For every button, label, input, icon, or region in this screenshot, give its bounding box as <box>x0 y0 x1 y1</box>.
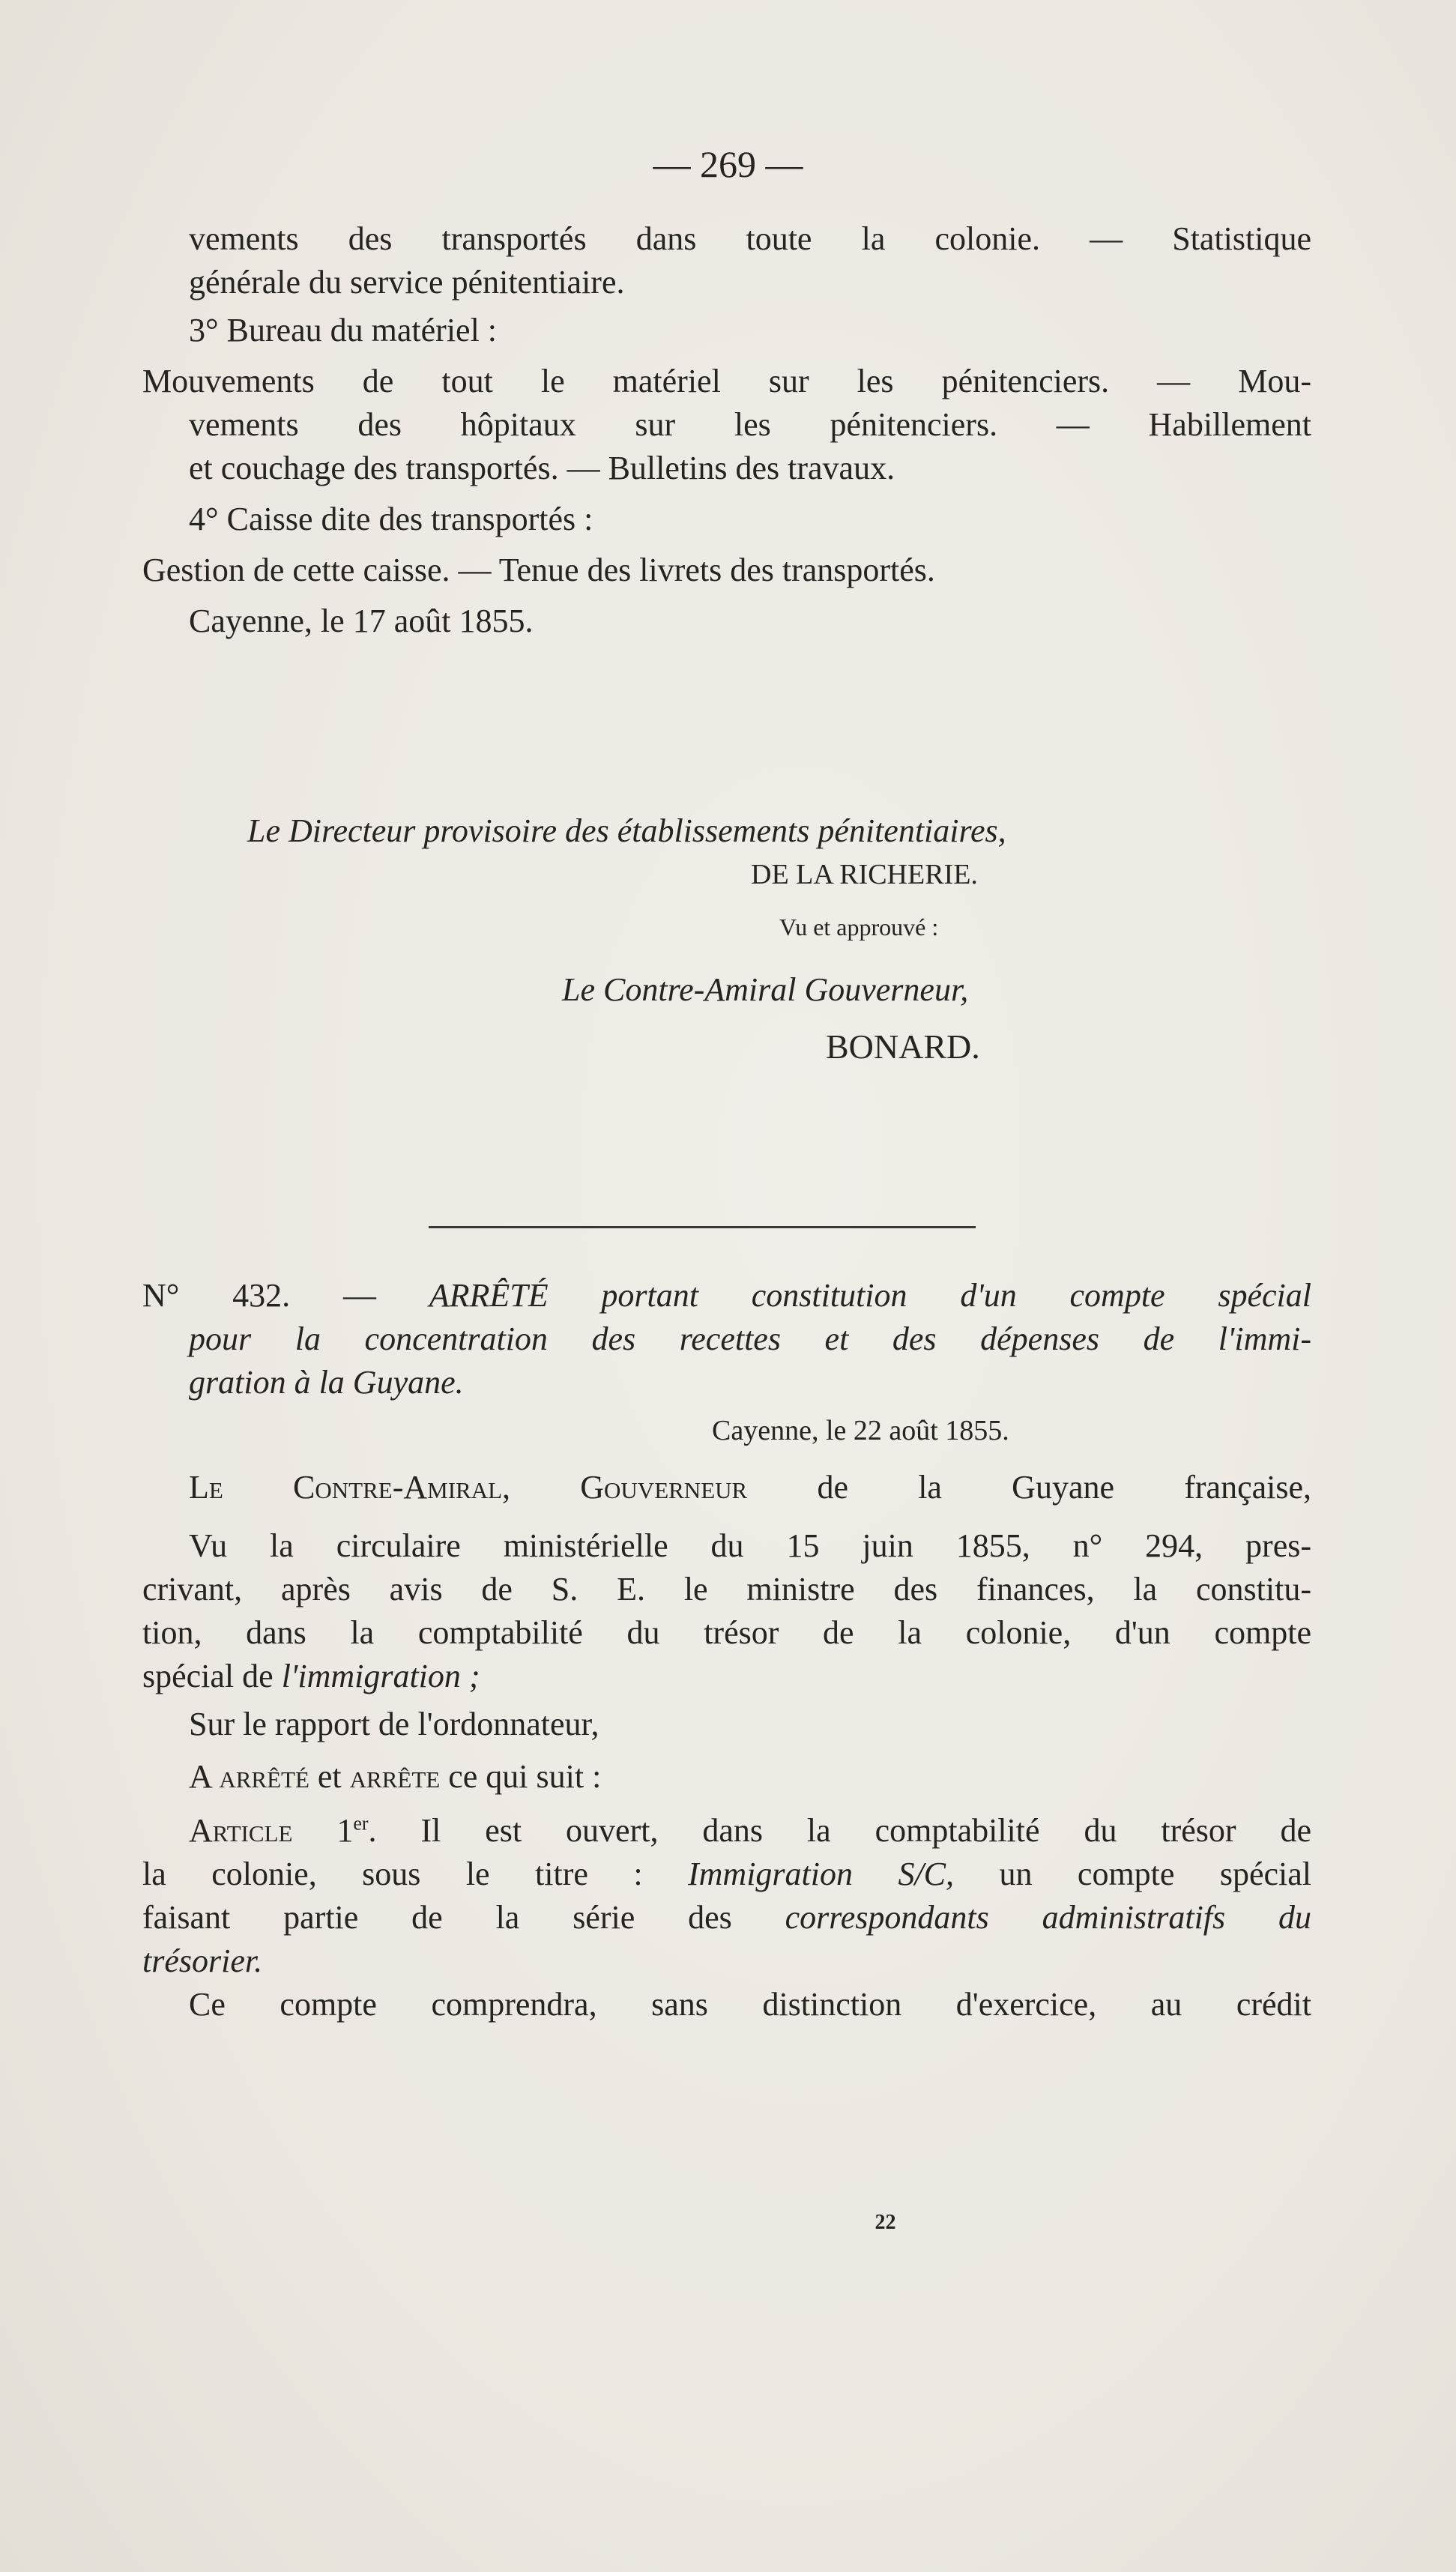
governor-title: Le Contre-Amiral Gouverneur, <box>562 971 969 1008</box>
governor-name: BONARD. <box>826 1027 980 1066</box>
text-fragment: spécial de <box>142 1658 274 1694</box>
text-line: Mouvements de tout le matériel sur les pénitenciers. — Mou- <box>142 363 1311 399</box>
approved-note: Vu et approuvé : <box>779 914 939 941</box>
text-fragment: arrête <box>349 1758 441 1795</box>
enacting-clause <box>142 1755 1311 1799</box>
text-line: trésorier. <box>142 1942 263 1979</box>
director-name: DE LA RICHERIE. <box>751 859 978 890</box>
page-number: — 269 — <box>653 143 803 185</box>
decree-432 <box>142 1274 1311 2026</box>
text-fragment: A arrêté <box>189 1758 309 1795</box>
bureau-heading: 3° Bureau du matériel : <box>189 312 498 348</box>
text-line: et couchage des transportés. — Bulletins des travaux. <box>189 450 895 486</box>
text-fragment: ce qui suit : <box>448 1758 602 1795</box>
text-line: vements des hôpitaux sur les pénitenciers. — Habillement <box>189 406 1311 443</box>
previous-decree-continuation <box>142 217 1311 643</box>
decree-title-line: pour la concentration des recettes et des dépenses de l'immi- <box>189 1320 1311 1357</box>
text-line: Gestion de cette caisse. — Tenue des livrets des transportés. <box>142 552 935 588</box>
text-line: tion, dans la comptabilité du trésor de la colonie, d'un compte <box>142 1614 1311 1651</box>
signature-mark: 22 <box>874 2211 896 2234</box>
text-fragment: correspondants administratifs du <box>785 1899 1312 1936</box>
signature-block <box>142 809 1311 1069</box>
text-fragment: un compte spécial <box>999 1856 1312 1892</box>
issuer-line <box>142 1466 1311 1509</box>
text-line: Vu la circulaire ministérielle du 15 juin 1855, n° 294, pres- <box>189 1527 1311 1564</box>
issuer-place: de la Guyane française, <box>817 1469 1312 1506</box>
director-title: Le Directeur provisoire des établissements pénitentiaires, <box>247 812 1006 849</box>
section-divider <box>429 1226 976 1228</box>
decree-title: ARRÊTÉ portant constitution d'un compte spécial <box>429 1277 1311 1314</box>
article-label: Article 1 <box>189 1812 354 1849</box>
text-fragment: faisant partie de la série des <box>142 1899 732 1936</box>
dateline: Cayenne, le 17 août 1855. <box>189 603 534 639</box>
issuer-title: Le Contre-Amiral, Gouverneur <box>189 1469 748 1506</box>
text-line: Ce compte comprendra, sans distinction d'exercice, au crédit <box>189 1986 1311 2023</box>
decree-title-line <box>142 1274 1311 1317</box>
text-fragment: la colonie, sous le titre : <box>142 1856 643 1892</box>
text-line <box>142 1896 1311 1939</box>
decree-number: N° 432. — <box>142 1277 376 1314</box>
text-line: crivant, après avis de S. E. le ministre des finances, la constitu- <box>142 1571 1311 1608</box>
article-sup: er <box>353 1812 369 1835</box>
text-fragment: l'immigration ; <box>281 1658 480 1694</box>
decree-date: Cayenne, le 22 août 1855. <box>712 1415 1009 1446</box>
article-1-line <box>142 1809 1311 1853</box>
decree-title-line: gration à la Guyane. <box>189 1364 464 1401</box>
bureau-heading: 4° Caisse dite des transportés : <box>189 501 593 537</box>
text-line: vements des transportés dans toute la colonie. — Statistique <box>189 220 1311 257</box>
text-line <box>142 1853 1311 1896</box>
text-fragment: . Il est ouvert, dans la comptabilité du trésor de <box>368 1812 1311 1849</box>
text-fragment: et <box>317 1758 342 1795</box>
text-line: Sur le rapport de l'ordonnateur, <box>189 1706 599 1742</box>
text-line <box>142 1655 1311 1698</box>
text-fragment: Immigration S/C, <box>688 1856 955 1892</box>
text-line: générale du service pénitentiaire. <box>189 264 625 301</box>
